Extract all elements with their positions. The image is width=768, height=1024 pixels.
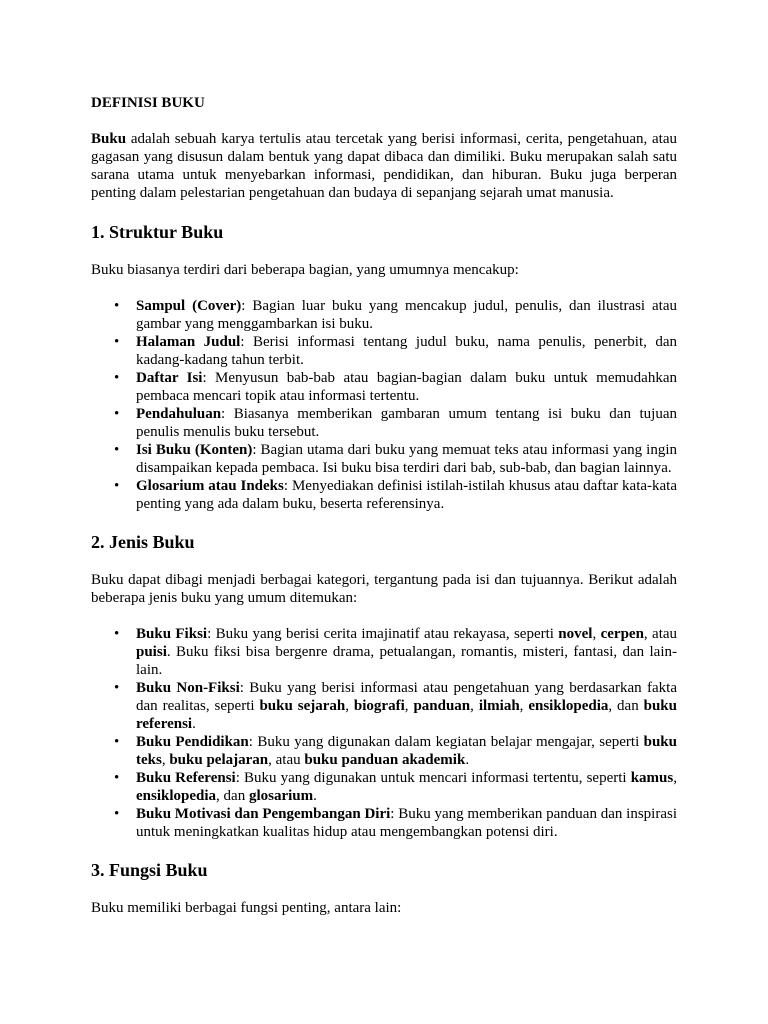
item-term: Halaman Judul xyxy=(136,334,241,350)
list-item xyxy=(114,769,677,805)
section-jenis-buku xyxy=(91,531,677,841)
item-term: ensiklopedia xyxy=(136,788,217,804)
section-lead: Buku biasanya terdiri dari beberapa bagian, yang umumnya mencakup: xyxy=(91,262,519,278)
item-text: : Buku yang memberikan panduan dan inspirasi untuk meningkatkan kualitas hidup atau mengembangkan potensi diri. xyxy=(136,806,677,840)
item-term: panduan xyxy=(413,698,471,714)
item-text: , xyxy=(519,698,529,714)
section-struktur-buku xyxy=(91,221,677,513)
item-text: , dan xyxy=(216,788,249,804)
item-term: buku referensi xyxy=(136,698,677,732)
item-term: glosarium xyxy=(248,788,314,804)
item-text: : Bagian luar buku yang mencakup judul, penulis, dan ilustrasi atau gambar yang menggambarkan isi buku. xyxy=(136,298,678,332)
bullet-icon: • xyxy=(114,734,120,750)
list-item xyxy=(114,405,677,441)
item-text: . Buku fiksi bisa bergenre drama, petualangan, romantis, misteri, fantasi, dan lain-lain. xyxy=(136,644,677,678)
item-term: Buku Pendidikan xyxy=(136,734,249,750)
item-term: Buku Motivasi dan Pengembangan Diri xyxy=(136,806,391,822)
bullet-icon: • xyxy=(114,442,120,458)
section-heading: 3. Fungsi Buku xyxy=(91,860,208,880)
item-text: , atau xyxy=(268,752,305,768)
item-term: Sampul (Cover) xyxy=(136,298,242,314)
bullet-icon: • xyxy=(114,806,120,822)
item-text: : Buku yang digunakan untuk mencari informasi tertentu, seperti xyxy=(235,770,631,786)
section-heading: 1. Struktur Buku xyxy=(91,222,224,242)
document-title: DEFINISI BUKU xyxy=(91,95,205,111)
list-item xyxy=(114,297,678,333)
item-text: , xyxy=(404,698,414,714)
item-text: . xyxy=(313,788,317,804)
item-term: Buku Referensi xyxy=(136,770,236,786)
section-lead: Buku memiliki berbagai fungsi penting, antara lain: xyxy=(91,900,402,916)
item-term: Pendahuluan xyxy=(136,406,222,422)
bullet-icon: • xyxy=(114,298,120,314)
item-text: , xyxy=(345,698,354,714)
item-term: buku pelajaran xyxy=(169,752,269,768)
bullet-icon: • xyxy=(114,626,120,642)
item-term: buku teks xyxy=(136,734,677,768)
item-text: . xyxy=(465,752,470,768)
item-text: , dan xyxy=(608,698,644,714)
list-item xyxy=(114,441,677,477)
item-term: ilmiah xyxy=(478,698,520,714)
item-text: : Berisi informasi tentang judul buku, nama penulis, penerbit, dan kadang-kadang tahun terbit. xyxy=(136,334,677,368)
item-term: puisi xyxy=(136,644,167,660)
item-text: , xyxy=(161,752,170,768)
bullet-icon: • xyxy=(114,406,120,422)
bullet-icon: • xyxy=(114,680,120,696)
intro-paragraph xyxy=(91,130,677,202)
item-term: Daftar Isi xyxy=(136,370,203,386)
list-item xyxy=(114,805,677,841)
item-text: : Menyusun bab-bab atau bagian-bagian dalam buku untuk memudahkan pembaca mencari topik atau informasi tertentu. xyxy=(136,370,677,404)
item-term: ensiklopedia xyxy=(528,698,609,714)
item-term: novel xyxy=(558,626,593,642)
item-term: cerpen xyxy=(600,626,644,642)
item-text: : Bagian utama dari buku yang memuat teks atau informasi yang ingin disampaikan kepada pembaca. Isi buku bisa terdiri dari bab, sub-bab, dan bagian lainnya. xyxy=(136,442,677,476)
list-item xyxy=(114,625,678,679)
bullet-list xyxy=(91,625,677,841)
item-text: , xyxy=(673,770,677,786)
item-text: : Menyediakan definisi istilah-istilah khusus atau daftar kata-kata penting yang ada dalam buku, beserta referensinya. xyxy=(136,478,677,512)
item-text: : Buku yang digunakan dalam kegiatan belajar mengajar, seperti xyxy=(248,734,644,750)
section-fungsi-buku xyxy=(91,859,677,917)
bullet-icon: • xyxy=(114,334,120,350)
item-text: : Buku yang berisi informasi atau pengetahuan yang berdasarkan fakta dan realitas, seperti xyxy=(136,680,677,714)
intro-text: adalah sebuah karya tertulis atau tercetak yang berisi informasi, cerita, pengetahuan, atau gagasan yang disusun dalam bentuk yang dapat dibaca dan dimiliki. Buku merupakan salah satu sarana utama untuk menyebarkan informasi, pendidikan, dan hiburan. Buku juga berperan penting dalam pelestarian pengetahuan dan budaya di sepanjang sejarah umat manusia. xyxy=(91,131,677,201)
bullet-list xyxy=(91,297,677,513)
section-lead: Buku dapat dibagi menjadi berbagai kategori, tergantung pada isi dan tujuannya. Berikut adalah beberapa jenis buku yang umum ditemukan: xyxy=(91,572,677,606)
item-text: , xyxy=(470,698,479,714)
item-text: : Biasanya memberikan gambaran umum tentang isi buku dan tujuan penulis menulis buku tersebut. xyxy=(136,406,677,440)
bullet-icon: • xyxy=(114,770,120,786)
item-term: Isi Buku (Konten) xyxy=(136,442,253,458)
item-term: buku sejarah xyxy=(259,698,346,714)
list-item xyxy=(114,679,677,733)
item-term: Buku Fiksi xyxy=(136,626,208,642)
item-text: : Buku yang berisi cerita imajinatif atau rekayasa, seperti xyxy=(207,626,559,642)
list-item xyxy=(114,369,677,405)
item-term: kamus xyxy=(630,770,674,786)
intro-term: Buku xyxy=(91,131,127,147)
item-term: biografi xyxy=(353,698,405,714)
list-item xyxy=(114,477,677,513)
bullet-icon: • xyxy=(114,370,120,386)
item-term: Glosarium atau Indeks xyxy=(136,478,284,494)
list-item xyxy=(114,733,677,769)
list-item xyxy=(114,333,677,369)
item-text: . xyxy=(192,716,196,732)
item-text: , atau xyxy=(643,626,678,642)
item-term: Buku Non-Fiksi xyxy=(136,680,240,696)
bullet-icon: • xyxy=(114,478,120,494)
section-heading: 2. Jenis Buku xyxy=(91,532,195,552)
item-term: buku panduan akademik xyxy=(304,752,466,768)
item-text: , xyxy=(592,626,601,642)
